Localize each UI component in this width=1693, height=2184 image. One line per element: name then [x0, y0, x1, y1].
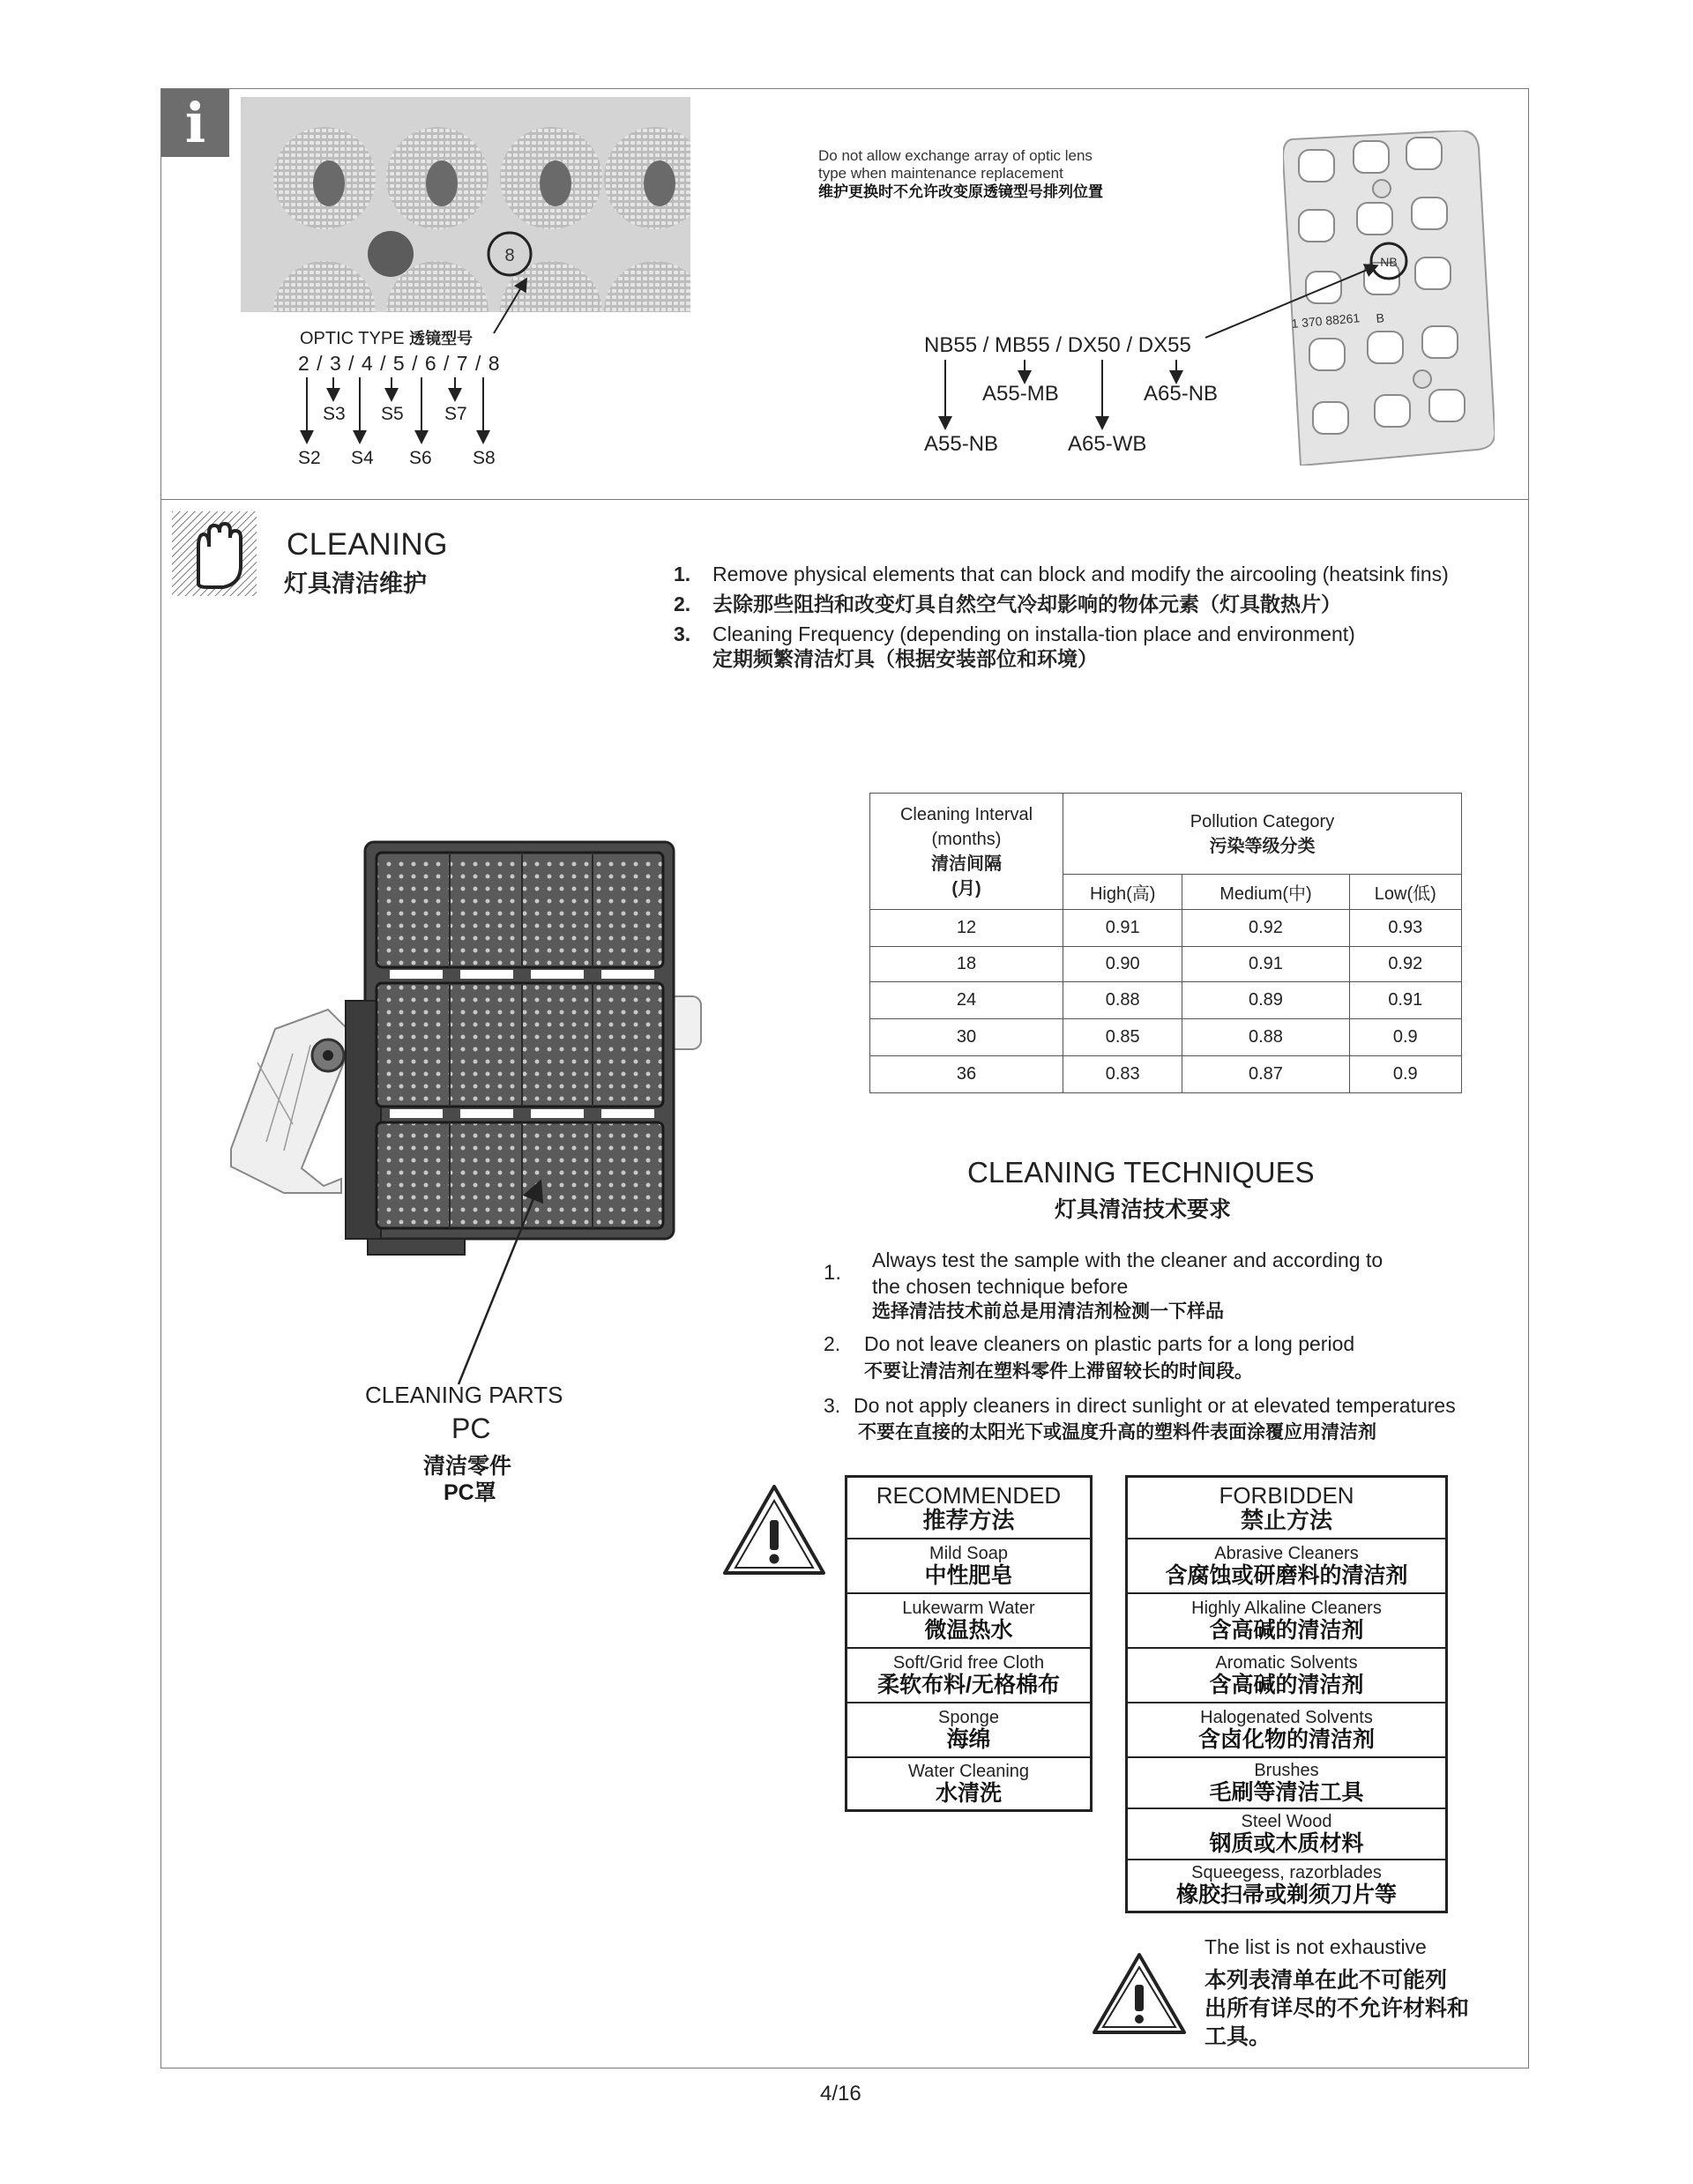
cleaning-hand-icon: [172, 511, 257, 596]
optic-s8: S8: [473, 448, 496, 468]
recommended-item: Sponge 海绵: [847, 1703, 1090, 1758]
recommended-header: RECOMMENDED 推荐方法: [847, 1478, 1090, 1539]
optic-s4: S4: [351, 448, 374, 468]
optic-note-en-2: type when maintenance replacement: [818, 165, 1063, 182]
forbidden-item: Highly Alkaline Cleaners 含高碱的清洁剂: [1128, 1594, 1445, 1649]
forbidden-item: Aromatic Solvents 含高碱的清洁剂: [1128, 1649, 1445, 1703]
optic-s7: S7: [444, 404, 467, 424]
optic-numbers: 2 / 3 / 4 / 5 / 6 / 7 / 8: [298, 352, 501, 375]
table-row: 18 0.90 0.91 0.92: [870, 947, 1462, 982]
table-row: 30 0.85 0.88 0.9: [870, 1019, 1462, 1056]
cleaning-title: CLEANING: [287, 527, 448, 562]
technique-1-en-1: Always test the sample with the cleaner and according to: [872, 1249, 1383, 1271]
code-a65-nb: A65-NB: [1144, 382, 1219, 406]
technique-3-zh: 不要在直接的太阳光下或温度升高的塑料件表面涂覆应用清洁剂: [858, 1422, 1376, 1442]
recommended-box: [845, 1475, 1093, 1812]
optic-type-label-en: OPTIC TYPE: [300, 329, 405, 348]
forbidden-item: Squeegess, razorblades 橡胶扫帚或剃须刀片等: [1175, 1863, 1397, 1907]
cleaning-title-zh: 灯具清洁维护: [284, 570, 427, 597]
code-a55-mb: A55-MB: [982, 382, 1059, 406]
recommended-item: Lukewarm Water 微温热水: [847, 1594, 1090, 1649]
technique-2: 2. Do not leave cleaners on plastic parts for a long period: [824, 1332, 1355, 1355]
table-row: 36 0.83 0.87 0.9: [870, 1056, 1462, 1093]
warning-icon: [721, 1483, 827, 1577]
table-col0-header: Cleaning Interval (months) 清洁间隔 (月): [870, 794, 1063, 910]
forbidden-box: [1125, 1475, 1448, 1913]
code-a55-nb: A55-NB: [924, 432, 999, 456]
col-low-header: Low(低): [1349, 875, 1461, 910]
techniques-title: CLEANING TECHNIQUES: [967, 1156, 1315, 1189]
optic-s2: S2: [298, 448, 321, 468]
table-row: 24 0.88 0.89 0.91: [870, 982, 1462, 1019]
forbidden-header: FORBIDDEN 禁止方法: [1128, 1478, 1445, 1539]
technique-1-num: 1.: [824, 1261, 842, 1285]
forbidden-item: Halogenated Solvents 含卤化物的清洁剂: [1128, 1703, 1445, 1758]
note-zh-1: 本列表清单在此不可能列: [1204, 1968, 1448, 1993]
optic-s5: S5: [381, 404, 404, 424]
table-row: 12 0.91 0.92 0.93: [870, 910, 1462, 947]
technique-1-zh: 选择清洁技术前总是用清洁剂检测一下样品: [872, 1301, 1224, 1322]
lens-codes: NB55 / MB55 / DX50 / DX55: [924, 333, 1191, 357]
optic-s3: S3: [323, 404, 346, 424]
cleaning-step-3: 3. Cleaning Frequency (depending on installa-tion place and environment): [674, 622, 1355, 645]
recommended-item: Water Cleaning 水清洗: [907, 1761, 1030, 1806]
optic-type-label-zh: 透镜型号: [409, 330, 474, 347]
optic-note-zh: 维护更换时不允许改变原透镜型号排列位置: [818, 183, 1103, 200]
cleaning-parts-label: CLEANING PARTS: [365, 1382, 563, 1408]
col-medium-header: Medium(中): [1182, 875, 1349, 910]
cleaning-parts-material-zh: PC罩: [444, 1480, 496, 1505]
cleaning-parts-label-zh: 清洁零件: [423, 1454, 512, 1479]
recommended-item: Mild Soap 中性肥皂: [847, 1539, 1090, 1594]
page-number: 4/16: [820, 2082, 861, 2106]
pollution-category-header: Pollution Category 污染等级分类: [1063, 794, 1462, 875]
forbidden-item: Abrasive Cleaners 含腐蚀或研磨料的清洁剂: [1128, 1539, 1445, 1594]
note-en: The list is not exhaustive: [1204, 1935, 1427, 1958]
cleaning-step-3-zh: 定期频繁清洁灯具（根据安装部位和环境）: [712, 647, 1098, 670]
info-icon: i: [161, 89, 229, 157]
note-zh-3: 工具。: [1204, 2024, 1272, 2049]
recommended-item: Soft/Grid free Cloth 柔软布料/无格棉布: [847, 1649, 1090, 1703]
forbidden-item: Steel Wood 钢质或木质材料: [1128, 1809, 1445, 1860]
col-high-header: High(高): [1063, 875, 1182, 910]
technique-2-zh: 不要让清洁剂在塑料零件上滞留较长的时间段。: [864, 1361, 1253, 1382]
optic-arrows: [0, 0, 1693, 503]
code-a65-wb: A65-WB: [1068, 432, 1147, 456]
cleaning-step-1: 1. Remove physical elements that can block and modify the aircooling (heatsink fins): [674, 563, 1449, 585]
plate-tag: NB: [1380, 255, 1398, 269]
technique-1-en-2: the chosen technique before: [872, 1275, 1129, 1298]
technique-3: 3. Do not apply cleaners in direct sunlight or at elevated temperatures: [824, 1394, 1456, 1417]
cleaning-interval-table: [869, 793, 1462, 1093]
techniques-title-zh: 灯具清洁技术要求: [1055, 1197, 1232, 1222]
plate-serial: 1 370 88261: [1290, 310, 1361, 331]
warning-icon: [1091, 1951, 1188, 2036]
cleaning-step-2: 2. 去除那些阻挡和改变灯具自然空气冷却影响的物体元素（灯具散热片）: [674, 593, 1341, 615]
cleaning-parts-material: PC: [451, 1413, 491, 1444]
cleaning-parts-arrow: [441, 1164, 564, 1393]
lens-mark: 8: [504, 246, 515, 265]
plate-letter: B: [1375, 310, 1385, 325]
optic-s6: S6: [409, 448, 432, 468]
forbidden-item: Brushes 毛刷等清洁工具: [1128, 1758, 1445, 1809]
optic-note-en-1: Do not allow exchange array of optic lens: [818, 147, 1093, 164]
note-zh-2: 出所有详尽的不允许材料和: [1204, 1996, 1470, 2021]
